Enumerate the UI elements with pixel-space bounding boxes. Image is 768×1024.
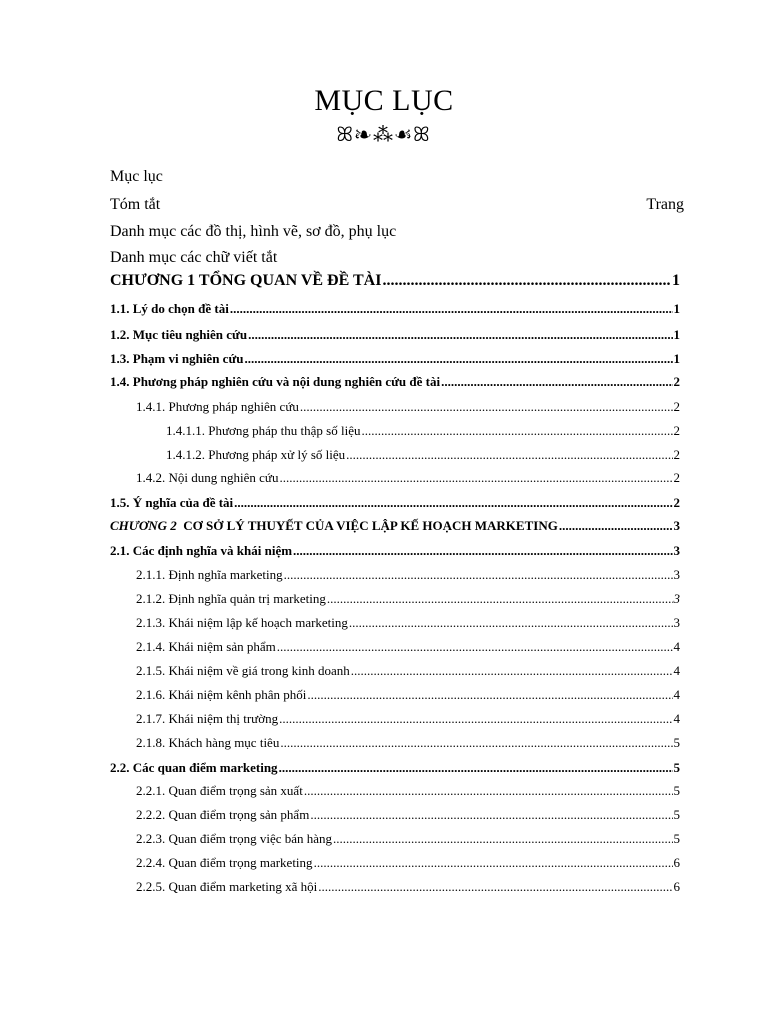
toc-entry-page: 5 [673,831,680,846]
toc-entry[interactable] [136,687,680,703]
toc-entry[interactable] [136,879,680,895]
toc-leader [351,663,673,679]
toc-entry-text: 2.1.6. Khái niệm kênh phân phối [136,687,307,702]
toc-entry-page: 2 [673,470,680,485]
toc-entry-page: 2 [673,447,680,462]
front-tom-tat: Tóm tắt [110,196,161,213]
toc-entry-text: 2.2. Các quan điểm marketing [110,760,278,775]
front-muc-luc: Mục lục [110,168,163,185]
toc-leader [230,301,673,317]
toc-entry[interactable] [166,423,680,439]
toc-entry-page: 1 [673,351,680,366]
toc-entry-text: 1.4.2. Nội dung nghiên cứu [136,470,279,485]
ornament-divider-icon: ꕤ❧⁂☙ꕤ [336,124,432,146]
toc-entry-page: 5 [673,783,680,798]
toc-entry-page: 2 [673,399,680,414]
toc-entry-text: 2.2.3. Quan điểm trọng việc bán hàng [136,831,333,846]
toc-entry[interactable] [166,447,680,463]
toc-entry-page: 4 [673,639,680,654]
toc-chapter-2-prefix: CHƯƠNG 2 [110,518,177,533]
toc-entry-text: 1.1. Lý do chọn đề tài [110,301,229,316]
toc-entry-page: 4 [673,687,680,702]
front-danh-muc-viet-tat: Danh mục các chữ viết tắt [110,249,278,266]
toc-entry-page: 5 [673,760,680,775]
toc-chapter-1[interactable] [110,272,680,290]
toc-leader [349,615,673,631]
toc-leader [333,831,672,847]
toc-entry-page: 4 [673,663,680,678]
toc-leader [307,687,672,703]
toc-entry-page: 1 [673,301,680,316]
toc-leader [441,374,672,390]
toc-entry-text: 2.1.5. Khái niệm về giá trong kinh doanh [136,663,350,678]
toc-entry[interactable] [110,327,680,343]
toc-entry-text: 2.2.4. Quan điểm trọng marketing [136,855,313,870]
toc-entry-page: 1 [673,327,680,342]
toc-entry-text: 2.2.5. Quan điểm marketing xã hội [136,879,318,894]
toc-entry-text: 2.1.8. Khách hàng mục tiêu [136,735,280,750]
toc-entry[interactable] [110,301,680,317]
toc-chapter-2-label: CƠ SỞ LÝ THUYẾT CỦA VIỆC LẬP KẾ HOẠCH MARKETING [183,518,558,533]
toc-leader [310,807,672,823]
toc-leader [293,543,672,559]
toc-entry[interactable] [136,711,680,727]
toc-entry-page: 6 [673,879,680,894]
toc-entry-page: 2 [673,495,680,510]
toc-chapter-1-page: 1 [672,272,680,289]
toc-entry-page: 2 [673,423,680,438]
toc-entry-text: 2.1.1. Định nghĩa marketing [136,567,283,582]
toc-entry-page: 5 [673,807,680,822]
toc-entry[interactable] [110,760,680,776]
toc-leader [361,423,672,439]
toc-leader [280,735,672,751]
toc-entry-text: 1.4.1.1. Phương pháp thu thập số liệu [166,423,361,438]
toc-leader [234,495,672,511]
toc-entry-text: 2.1.7. Khái niệm thị trường [136,711,279,726]
toc-entry-page: 2 [673,374,680,389]
toc-leader [382,272,671,290]
toc-entry[interactable] [136,855,680,871]
toc-entry-page: 4 [673,711,680,726]
page-title: MỤC LỤC [314,84,454,117]
toc-chapter-2[interactable] [110,518,680,534]
toc-leader [300,399,673,415]
toc-entry-text: 1.3. Phạm vi nghiên cứu [110,351,244,366]
toc-entry[interactable] [136,663,680,679]
toc-leader [314,855,673,871]
toc-leader [277,639,673,655]
toc-leader [318,879,672,895]
toc-entry[interactable] [136,591,680,607]
toc-leader [248,327,672,343]
toc-leader [279,760,673,776]
toc-leader [346,447,672,463]
toc-leader [245,351,673,367]
toc-entry-text: 2.1. Các định nghĩa và khái niệm [110,543,293,558]
toc-entry-text: 1.5. Ý nghĩa của đề tài [110,495,234,510]
page-column-header: Trang [646,196,684,213]
toc-entry[interactable] [136,399,680,415]
toc-entry[interactable] [110,495,680,511]
toc-entry[interactable] [136,567,680,583]
toc-entry[interactable] [110,374,680,390]
toc-chapter-2-page: 3 [673,518,680,533]
toc-chapter-1-label: CHƯƠNG 1 TỔNG QUAN VỀ ĐỀ TÀI [110,272,382,289]
toc-leader [327,591,673,607]
toc-entry-text: 1.4. Phương pháp nghiên cứu và nội dung nghiên cứu đề tài [110,374,441,389]
toc-entry-text: 2.2.2. Quan điểm trọng sản phẩm [136,807,310,822]
toc-entry-page: 3 [673,543,680,558]
toc-entry[interactable] [136,615,680,631]
toc-leader [279,470,672,486]
toc-entry-text: 2.1.2. Định nghĩa quản trị marketing [136,591,326,606]
toc-entry-page: 5 [673,735,680,750]
front-danh-muc-do-thi: Danh mục các đồ thị, hình vẽ, sơ đồ, phụ lục [110,223,397,240]
toc-leader [279,711,672,727]
toc-entry[interactable] [136,639,680,655]
toc-entry[interactable] [110,351,680,367]
toc-entry[interactable] [136,783,680,799]
toc-entry-text: 2.1.3. Khái niệm lập kế hoạch marketing [136,615,348,630]
toc-entry[interactable] [136,470,680,486]
toc-entry-text: 2.2.1. Quan điểm trọng sản xuất [136,783,303,798]
toc-entry-text: 1.4.1.2. Phương pháp xử lý số liệu [166,447,346,462]
toc-chapter-2-title [110,518,558,534]
toc-leader [284,567,673,583]
toc-entry[interactable] [110,543,680,559]
toc-leader [304,783,673,799]
toc-entry-text: 1.4.1. Phương pháp nghiên cứu [136,399,299,414]
toc-entry-page: 3 [673,591,680,606]
toc-entry[interactable] [136,735,680,751]
toc-entry[interactable] [136,831,680,847]
toc-entry-page: 6 [673,855,680,870]
toc-leader [559,518,673,534]
toc-entry-page: 3 [673,567,680,582]
toc-entry-page: 3 [673,615,680,630]
toc-entry-text: 1.2. Mục tiêu nghiên cứu [110,327,248,342]
toc-entry-text: 2.1.4. Khái niệm sản phẩm [136,639,276,654]
toc-entry[interactable] [136,807,680,823]
